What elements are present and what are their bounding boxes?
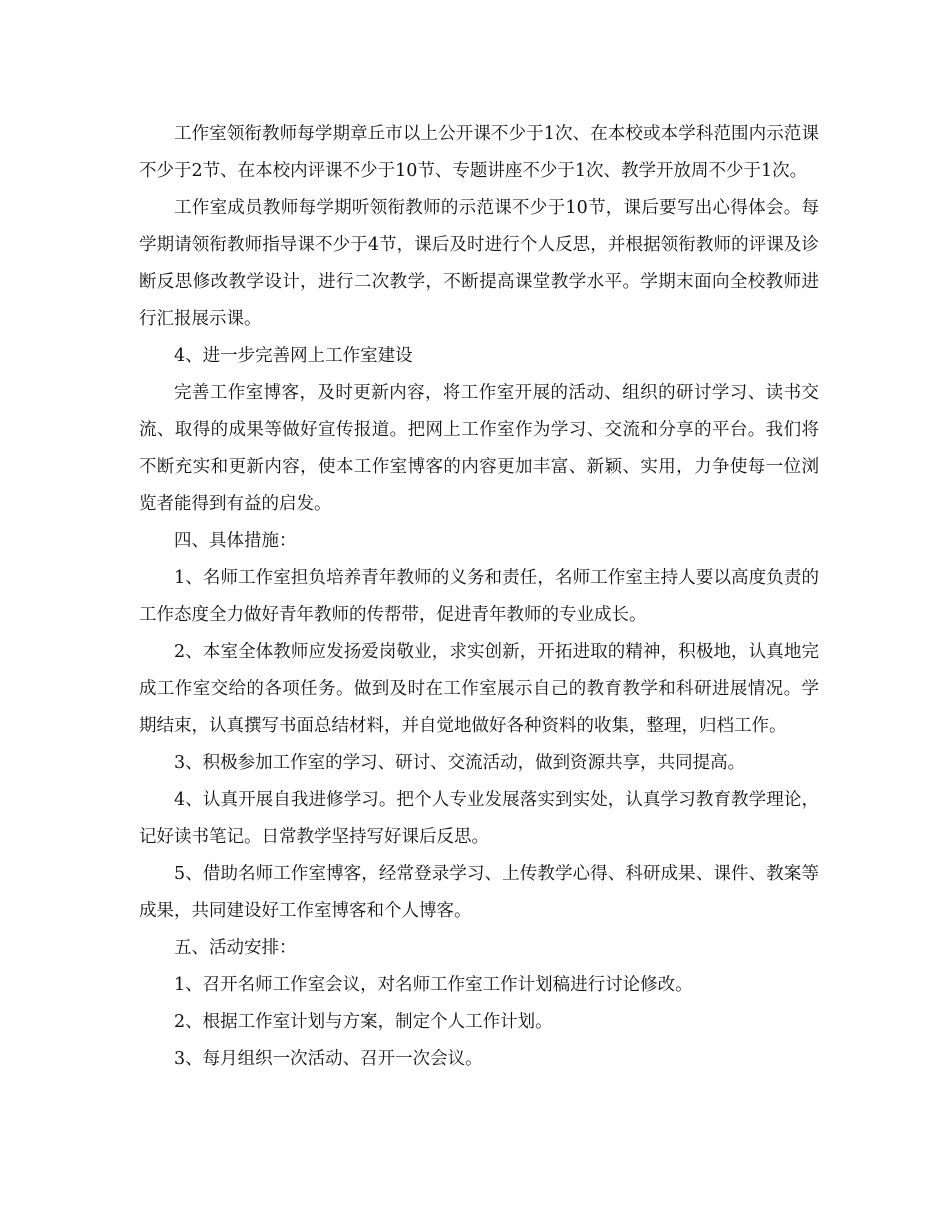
document-body — [139, 116, 819, 1078]
paragraph-measure-2: 2、本室全体教师应发扬爱岗敬业，求实创新，开拓进取的精神，积极地，认真地完成工作室交给的各项任务。做到及时在工作室展示自己的教育教学和科研进展情况。学期结束，认真撰写书面总结材料，并自觉地做好各种资料的收集，整理，归档工作。 — [139, 642, 819, 736]
section-heading-measures: 四、具体措施： — [174, 531, 297, 551]
paragraph-activity-3: 3、每月组织一次活动、召开一次会议。 — [174, 1049, 483, 1069]
paragraph-activity-2: 2、根据工作室计划与方案，制定个人工作计划。 — [174, 1012, 553, 1032]
paragraph-heading-online-studio: 4、进一步完善网上工作室建设 — [174, 346, 413, 366]
paragraph-measure-5: 5、借助名师工作室博客，经常登录学习、上传教学心得、科研成果、课件、教案等成果，共同建设好工作室博客和个人博客。 — [139, 864, 819, 921]
paragraph-measure-3: 3、积极参加工作室的学习、研讨、交流活动，做到资源共享，共同提高。 — [174, 753, 746, 773]
paragraph-activity-1: 1、召开名师工作室会议，对名师工作室工作计划稿进行讨论修改。 — [174, 975, 693, 995]
paragraph-online-studio-blog: 完善工作室博客，及时更新内容，将工作室开展的活动、组织的研讨学习、读书交流、取得的成果等做好宣传报道。把网上工作室作为学习、交流和分享的平台。我们将不断充实和更新内容，使本工作室博客的内容更加丰富、新颖、实用，力争使每一位浏览者能得到有益的启发。 — [139, 383, 819, 514]
paragraph-measure-4: 4、认真开展自我进修学习。把个人专业发展落实到实处，认真学习教育教学理论，记好读书笔记。日常教学坚持写好课后反思。 — [139, 790, 819, 847]
paragraph-member-teacher-duties: 工作室成员教师每学期听领衔教师的示范课不少于10节，课后要写出心得体会。每学期请领衔教师指导课不少于4节，课后及时进行个人反思，并根据领衔教师的评课及诊断反思修改教学设计，进行二次教学，不断提高课堂教学水平。学期末面向全校教师进行汇报展示课。 — [139, 198, 819, 329]
paragraph-lead-teacher-duties: 工作室领衔教师每学期章丘市以上公开课不少于1次、在本校或本学科范围内示范课不少于2节、在本校内评课不少于10节、专题讲座不少于1次、教学开放周不少于1次。 — [139, 124, 819, 181]
paragraph-measure-1: 1、名师工作室担负培养青年教师的义务和责任，名师工作室主持人要以高度负责的工作态度全力做好青年教师的传帮带，促进青年教师的专业成长。 — [139, 568, 819, 625]
section-heading-activities: 五、活动安排： — [174, 938, 297, 958]
